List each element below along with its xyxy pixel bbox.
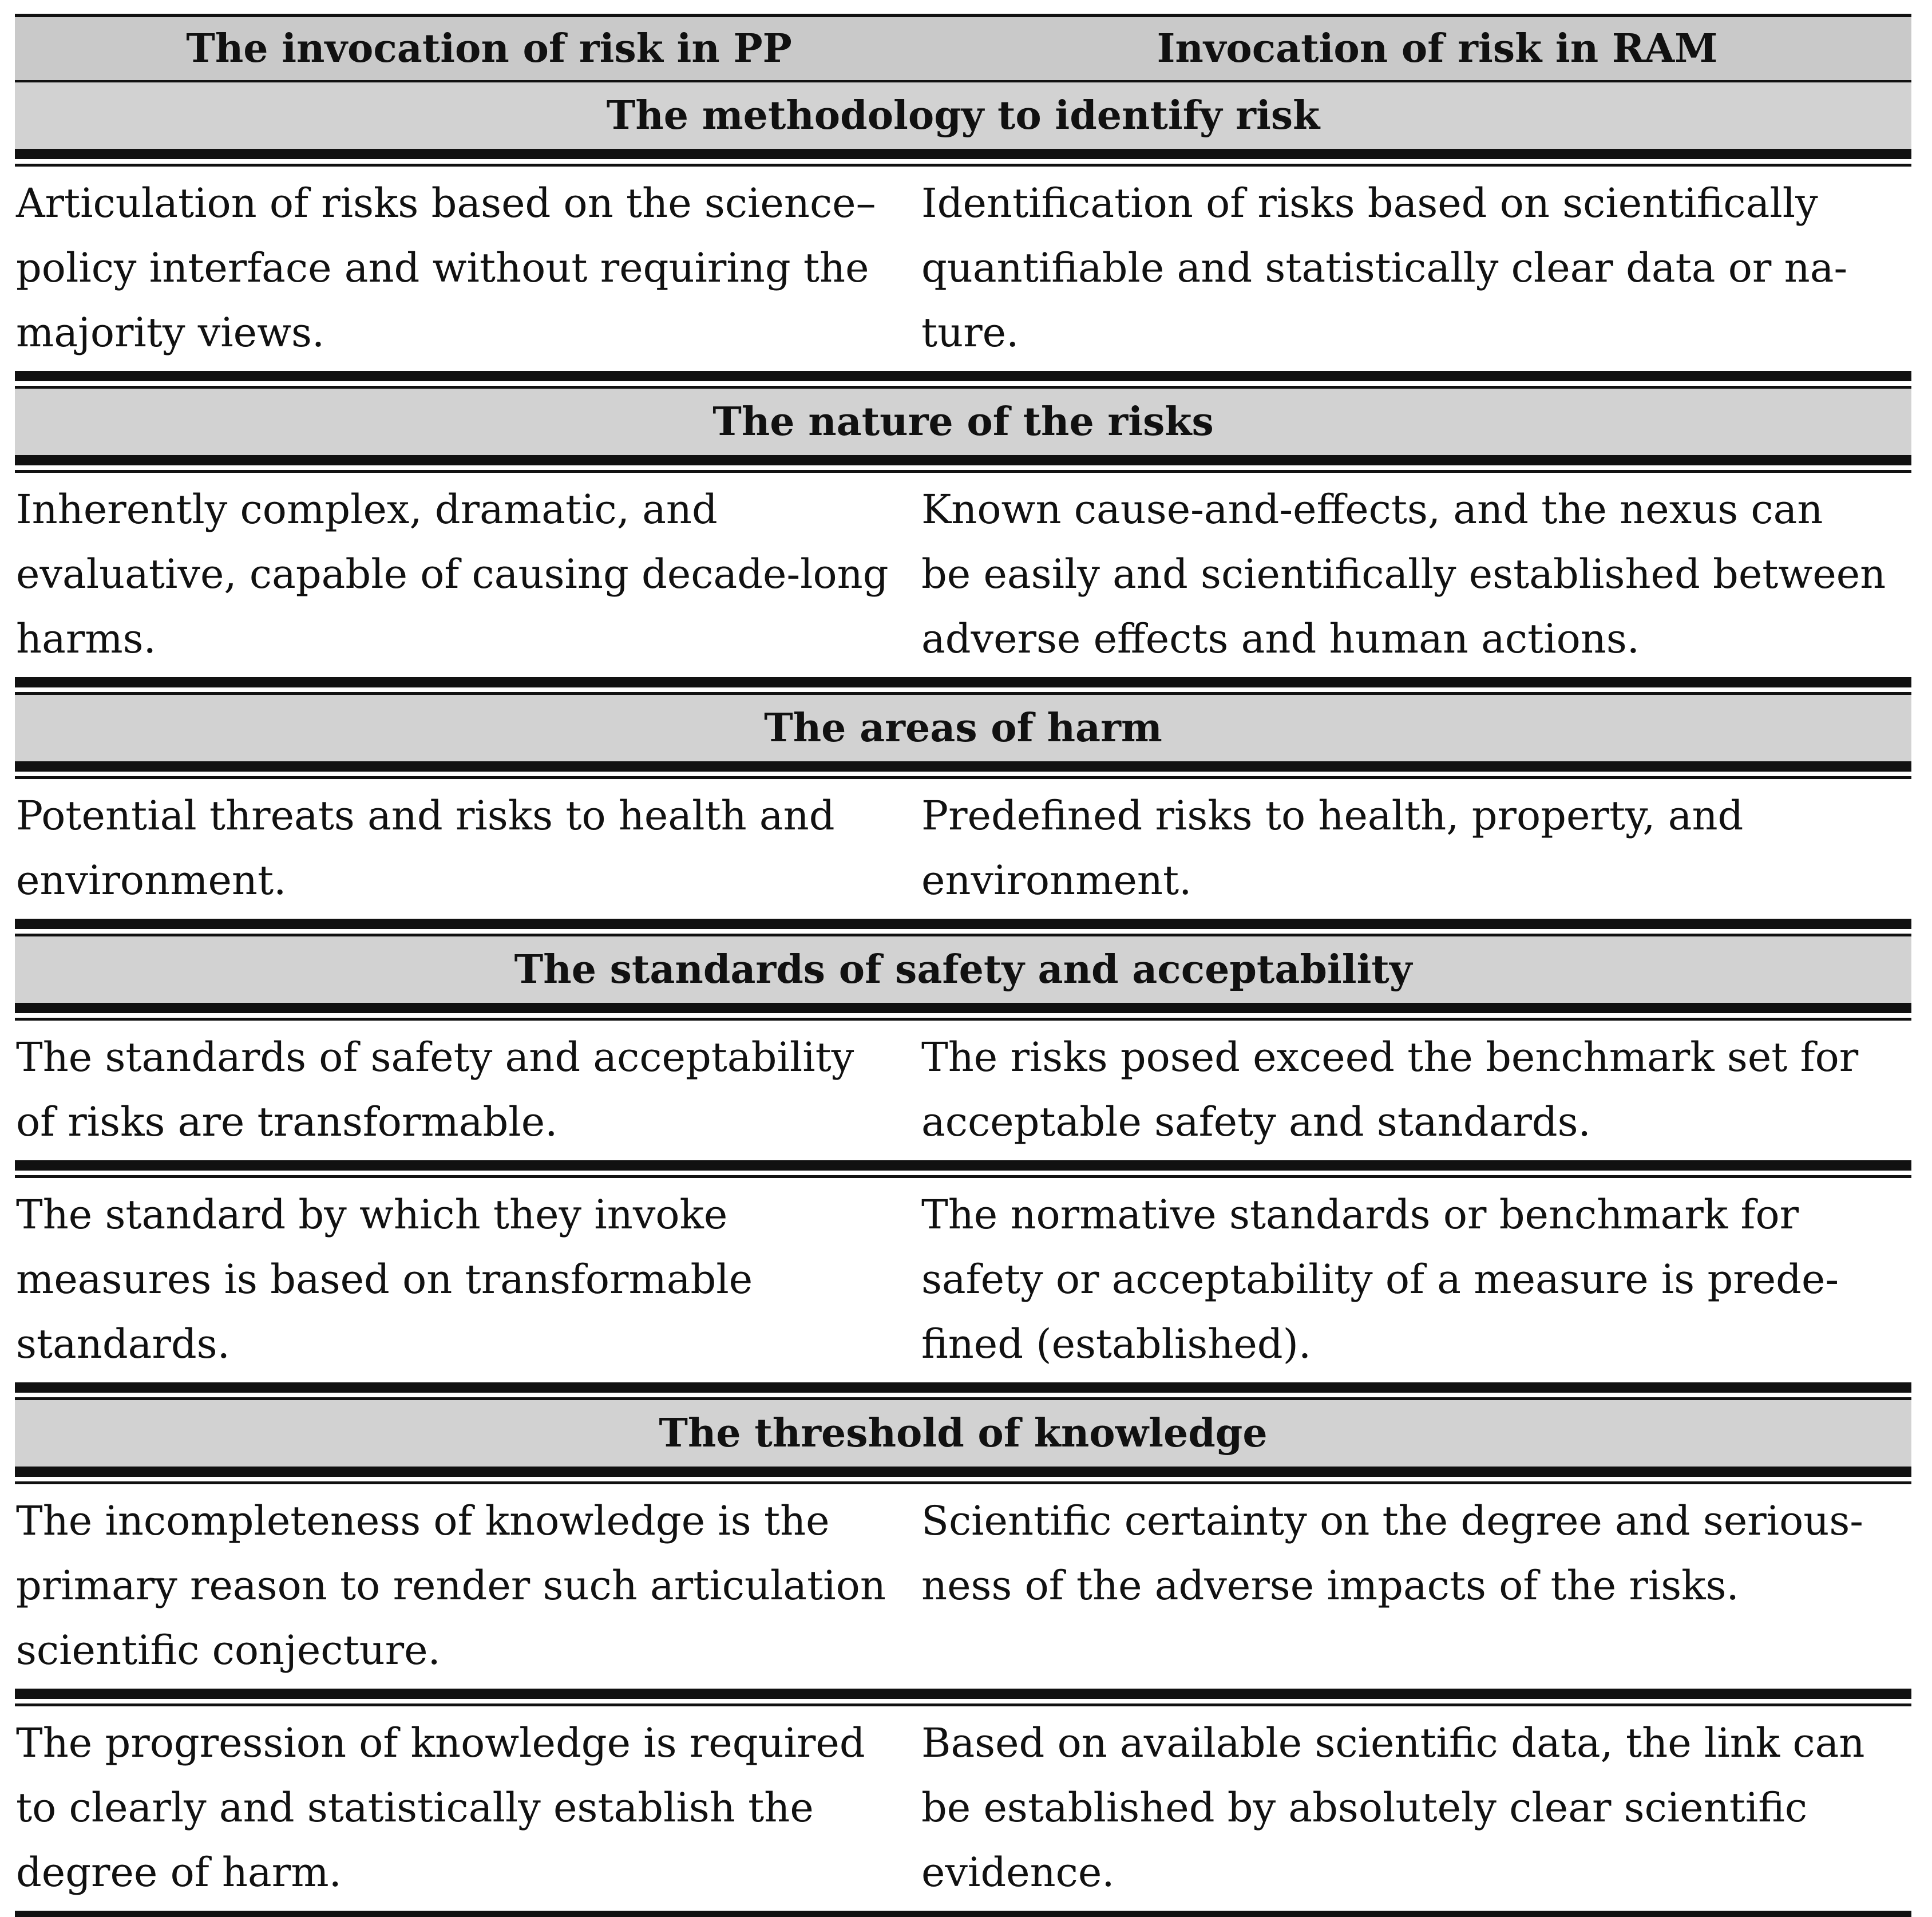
row-rule [15, 1689, 1911, 1699]
section-rule [15, 761, 1911, 772]
section-heading: The threshold of knowledge [15, 1400, 1911, 1467]
cell-line: policy interface and without requiring the [16, 244, 869, 291]
table-row [15, 1178, 1911, 1382]
table-header-row [15, 14, 1911, 82]
table-row [15, 1021, 1911, 1160]
cell-line: The incompleteness of knowledge is the [16, 1497, 830, 1544]
table-row [15, 167, 1911, 371]
comparison-table [15, 14, 1911, 1917]
table-bottom-rule [15, 1914, 1911, 1917]
section-heading: The nature of the risks [15, 389, 1911, 455]
cell-line: measures is based on transformable [16, 1256, 753, 1303]
cell-line: The normative standards or benchmark for [921, 1191, 1799, 1238]
rule-gap [15, 687, 1911, 692]
cell-pp [15, 1025, 919, 1155]
cell-pp [15, 1183, 919, 1377]
cell-line: ness of the adverse impacts of the risks. [921, 1562, 1739, 1609]
cell-line: environment. [921, 857, 1192, 904]
table-row [15, 779, 1911, 919]
cell-line: quantifiable and statistically clear data or na- [921, 244, 1848, 291]
section-top-rule [15, 919, 1911, 929]
cell-line: environment. [16, 857, 287, 904]
section-top-rule [15, 677, 1911, 687]
rule-gap [15, 929, 1911, 934]
cell-line: Articulation of risks based on the science– [16, 180, 876, 227]
cell-pp [15, 171, 919, 365]
section-top-rule [15, 1382, 1911, 1393]
cell-line: standards. [16, 1321, 230, 1367]
cell-line: adverse effects and human actions. [921, 615, 1640, 662]
cell-ram [919, 1711, 1911, 1905]
cell-line: scientific conjecture. [16, 1627, 441, 1674]
rule-gap [15, 159, 1911, 164]
cell-line: Predefined risks to health, property, and [921, 792, 1744, 839]
section-heading: The methodology to identify risk [15, 82, 1911, 149]
table-row [15, 1484, 1911, 1689]
rule-gap [15, 1393, 1911, 1397]
cell-pp [15, 1489, 919, 1683]
section-heading: The areas of harm [15, 695, 1911, 761]
cell-line: evaluative, capable of causing decade-long [16, 551, 889, 598]
cell-line: Based on available scientific data, the link can [921, 1720, 1865, 1766]
rule-gap [15, 381, 1911, 386]
cell-line: Known cause-and-effects, and the nexus can [921, 486, 1823, 533]
cell-ram [919, 784, 1911, 913]
cell-ram [919, 171, 1911, 365]
cell-line: Potential threats and risks to health and [16, 792, 835, 839]
cell-line: The risks posed exceed the benchmark set for [921, 1034, 1859, 1081]
cell-line: Identification of risks based on scientifically [921, 180, 1818, 227]
cell-line: majority views. [16, 309, 325, 356]
cell-line: degree of harm. [16, 1849, 342, 1896]
section-rule [15, 149, 1911, 159]
cell-line: The standards of safety and acceptability [16, 1034, 854, 1081]
cell-ram [919, 1183, 1911, 1377]
rule-gap [15, 1013, 1911, 1018]
cell-line: of risks are transformable. [16, 1098, 558, 1145]
cell-line: The progression of knowledge is required [16, 1720, 865, 1766]
cell-line: harms. [16, 615, 156, 662]
section-rule [15, 1467, 1911, 1477]
cell-ram [919, 1025, 1911, 1155]
cell-line: evidence. [921, 1849, 1115, 1896]
cell-line: ture. [921, 309, 1019, 356]
header-pp: The invocation of risk in PP [186, 26, 792, 72]
table-row [15, 473, 1911, 677]
rule-gap [15, 1699, 1911, 1703]
cell-ram [919, 1489, 1911, 1683]
row-rule [15, 1160, 1911, 1171]
rule-gap [15, 1171, 1911, 1175]
table-body [15, 82, 1911, 1914]
cell-line: be easily and scientifically established between [921, 551, 1886, 598]
rule-gap [15, 772, 1911, 776]
cell-ram [919, 477, 1911, 671]
rule-gap [15, 465, 1911, 470]
cell-line: to clearly and statistically establish the [16, 1784, 814, 1831]
cell-line: Scientific certainty on the degree and serious- [921, 1497, 1863, 1544]
cell-line: be established by absolutely clear scientific [921, 1784, 1808, 1831]
cell-pp [15, 1711, 919, 1905]
section-heading: The standards of safety and acceptability [15, 936, 1911, 1003]
section-top-rule [15, 371, 1911, 381]
cell-line: fined (established). [921, 1321, 1312, 1367]
cell-pp [15, 784, 919, 913]
cell-pp [15, 477, 919, 671]
section-rule [15, 1003, 1911, 1013]
cell-line: Inherently complex, dramatic, and [16, 486, 718, 533]
rule-gap [15, 1477, 1911, 1481]
section-rule [15, 455, 1911, 465]
header-ram: Invocation of risk in RAM [1157, 26, 1718, 72]
cell-line: safety or acceptability of a measure is prede- [921, 1256, 1839, 1303]
cell-line: primary reason to render such articulation [16, 1562, 886, 1609]
table-row [15, 1706, 1911, 1911]
cell-line: acceptable safety and standards. [921, 1098, 1591, 1145]
cell-line: The standard by which they invoke [16, 1191, 728, 1238]
